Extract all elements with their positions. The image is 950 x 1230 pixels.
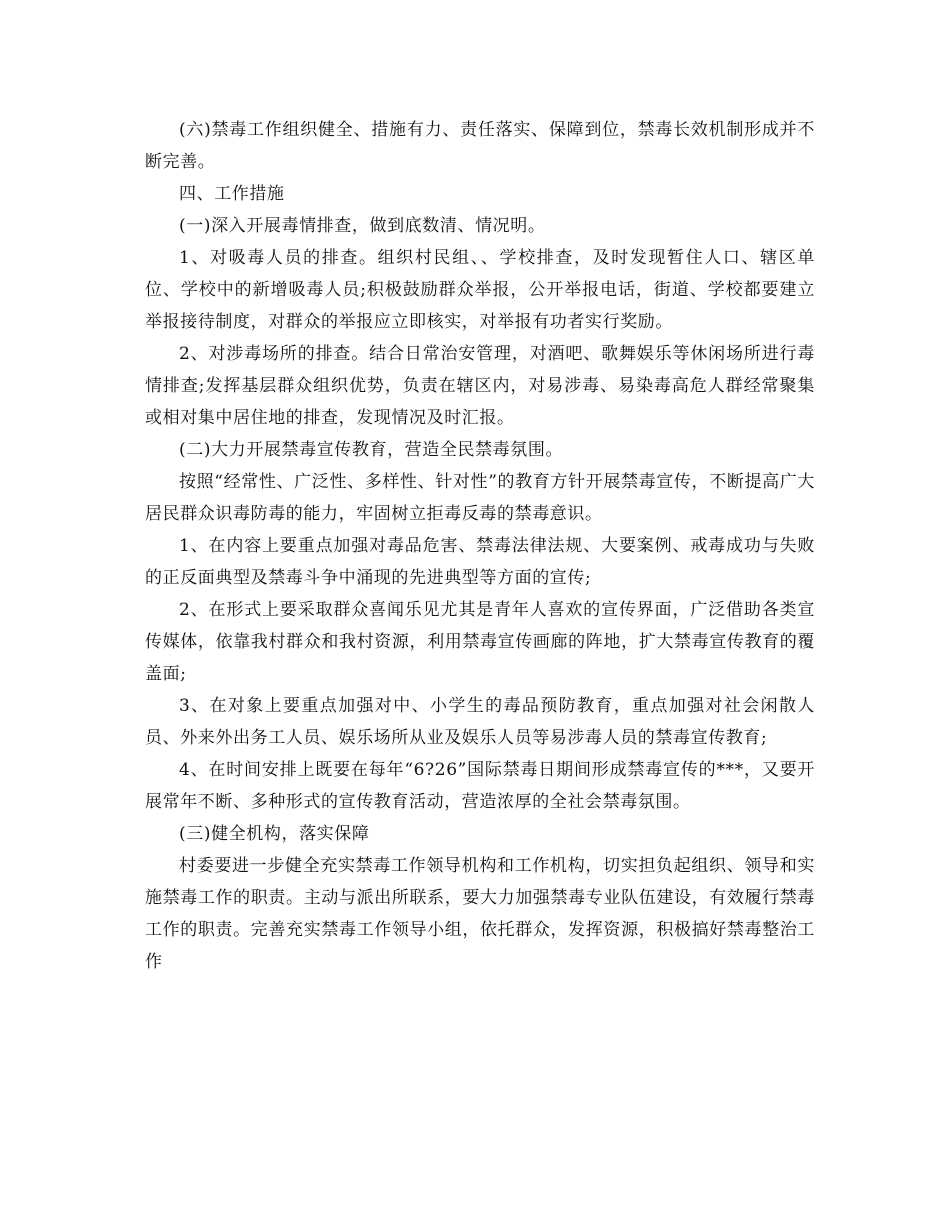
paragraph-education-policy: 按照“经常性、广泛性、多样性、针对性”的教育方针开展禁毒宣传，不断提高广大居民群众识毒防毒的能力，牢固树立拒毒反毒的禁毒意识。 <box>145 472 815 524</box>
subsection-heading-2: (二)大力开展禁毒宣传教育，营造全民禁毒氛围。 <box>179 440 564 460</box>
paragraph-drug-user-screening: 1、对吸毒人员的排查。组织村民组、、学校排查，及时发现暂住人口、辖区单位、学校中的新增吸毒人员;积极鼓励群众举报，公开举报电话，街道、学校都要建立举报接待制度，对群众的举报应立即核实，对举报有功者实行奖励。 <box>145 248 815 332</box>
document-body <box>145 114 815 978</box>
paragraph-organization: 村委要进一步健全充实禁毒工作领导机构和工作机构，切实担负起组织、领导和实施禁毒工作的职责。主动与派出所联系，要大力加强禁毒专业队伍建设，有效履行禁毒工作的职责。完善充实禁毒工作领导小组，依托群众，发挥资源，积极搞好禁毒整治工作 <box>145 856 815 972</box>
paragraph-form-focus: 2、在形式上要采取群众喜闻乐见尤其是青年人喜欢的宣传界面，广泛借助各类宣传媒体，依靠我村群众和我村资源，利用禁毒宣传画廊的阵地，扩大禁毒宣传教育的覆盖面; <box>145 600 815 684</box>
subsection-heading-1: (一)深入开展毒情排查，做到底数清、情况明。 <box>179 216 546 236</box>
paragraph-target-focus: 3、在对象上要重点加强对中、小学生的毒品预防教育，重点加强对社会闲散人员、外来外出务工人员、娱乐场所从业及娱乐人员等易涉毒人员的禁毒宣传教育; <box>145 696 815 748</box>
paragraph-timing-focus: 4、在时间安排上既要在每年“6?26”国际禁毒日期间形成禁毒宣传的***，又要开展常年不断、多种形式的宣传教育活动，营造浓厚的全社会禁毒氛围。 <box>145 760 815 812</box>
subsection-heading-3: (三)健全机构，落实保障 <box>179 824 370 844</box>
paragraph-venue-screening: 2、对涉毒场所的排查。结合日常治安管理，对酒吧、歌舞娱乐等休闲场所进行毒情排查;发挥基层群众组织优势，负责在辖区内，对易涉毒、易染毒高危人群经常聚集或相对集中居住地的排查，发现情况及时汇报。 <box>145 344 815 428</box>
paragraph-goal-6: (六)禁毒工作组织健全、措施有力、责任落实、保障到位，禁毒长效机制形成并不断完善。 <box>145 120 815 172</box>
section-heading-measures: 四、工作措施 <box>179 184 285 204</box>
paragraph-content-focus: 1、在内容上要重点加强对毒品危害、禁毒法律法规、大要案例、戒毒成功与失败的正反面典型及禁毒斗争中涌现的先进典型等方面的宣传; <box>145 536 815 588</box>
